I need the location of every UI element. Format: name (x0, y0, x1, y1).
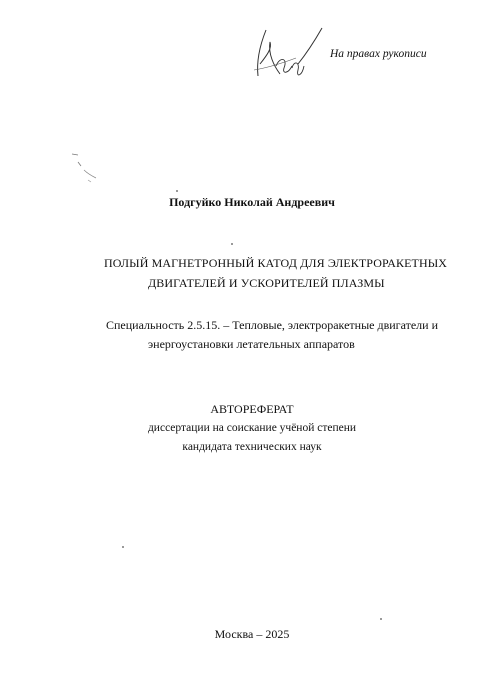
scan-dot-3 (122, 546, 124, 548)
document-type: АВТОРЕФЕРАТ (210, 402, 294, 416)
rights-note: На правах рукописи (330, 48, 427, 60)
purpose-line-1: диссертации на соискание учёной степени (147, 422, 357, 434)
purpose-line-2: кандидата технических наук (182, 441, 322, 453)
scan-dot-4 (380, 618, 382, 620)
author-name: Подгуйко Николай Андреевич (169, 195, 335, 209)
specialty-line-2: энергоустановки летательных аппаратов (148, 337, 355, 351)
scan-dot-1 (176, 190, 178, 192)
title-line-1: ПОЛЫЙ МАГНЕТРОННЫЙ КАТОД ДЛЯ ЭЛЕКТРОРАКЕТНЫХ (104, 256, 448, 270)
scan-dot-2 (231, 243, 233, 245)
signature-icon (236, 18, 336, 88)
city-year: Москва – 2025 (214, 627, 290, 641)
title-line-2: ДВИГАТЕЛЕЙ И УСКОРИТЕЛЕЙ ПЛАЗМЫ (148, 276, 385, 290)
scan-marks-icon (64, 148, 114, 188)
specialty-line-1: Специальность 2.5.15. – Тепловые, электроракетные двигатели и (106, 318, 438, 332)
